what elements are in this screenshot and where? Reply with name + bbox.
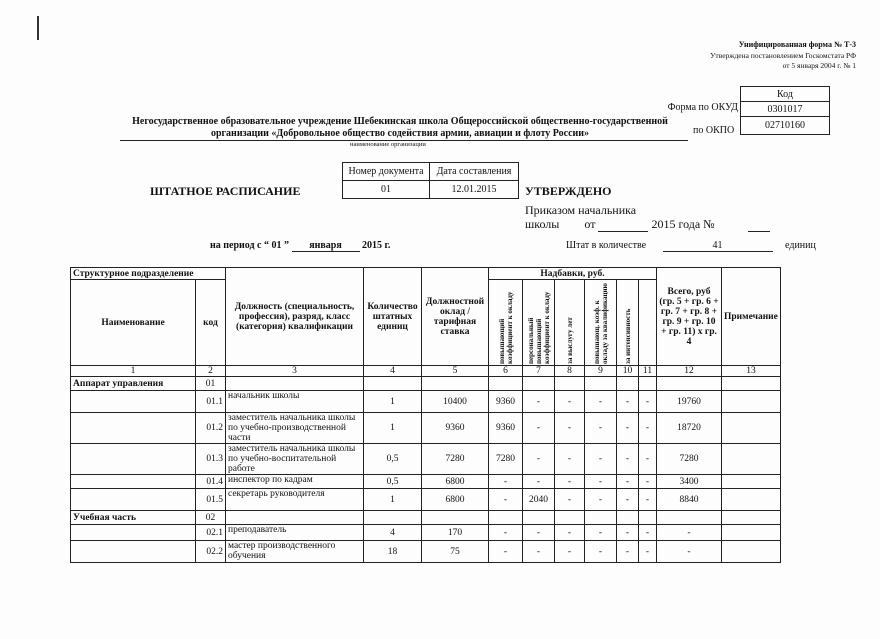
row-total: 8840 <box>657 489 722 511</box>
row-note <box>722 541 781 563</box>
row-bonus-6: - <box>639 525 657 541</box>
row-position: мастер производственного обучения <box>226 541 364 563</box>
row-position: инспектор по кадрам <box>226 475 364 489</box>
header-note: Примечание <box>722 268 781 366</box>
staff-label: Штат в количестве <box>566 240 647 251</box>
name-cell <box>71 413 196 444</box>
order-reference <box>525 203 770 232</box>
row-bonus-2: - <box>523 541 555 563</box>
row-position: заместитель начальника школы по учебно-производственной части <box>226 413 364 444</box>
row-total: 19760 <box>657 391 722 413</box>
header-salary: Должностной оклад /тарифная ставка <box>422 268 489 366</box>
doc-date-header: Дата составления <box>430 163 519 181</box>
column-number: 1 <box>71 366 196 377</box>
row-bonus-3: - <box>555 391 585 413</box>
row-code: 01.1 <box>196 391 226 413</box>
order-from: от <box>584 217 596 231</box>
row-count: 1 <box>364 391 422 413</box>
header-bonus-3: за выслугу лет <box>565 316 574 364</box>
doc-number-header: Номер документа <box>343 163 430 181</box>
row-bonus-3: - <box>555 541 585 563</box>
name-cell <box>71 444 196 475</box>
row-bonus-4: - <box>585 525 617 541</box>
row-count: 0,5 <box>364 475 422 489</box>
table-row <box>71 525 781 541</box>
row-note <box>722 489 781 511</box>
doc-number: 01 <box>343 181 430 199</box>
row-code: 01.3 <box>196 444 226 475</box>
form-approval-note <box>710 51 856 71</box>
approved-stamp: УТВЕРЖДЕНО <box>525 184 612 198</box>
period-prefix: на период с “ <box>210 240 269 251</box>
row-position: заместитель начальника школы по учебно-воспитательной работе <box>226 444 364 475</box>
table-row <box>71 444 781 475</box>
table-row <box>71 541 781 563</box>
row-note <box>722 391 781 413</box>
section-code: 02 <box>196 511 226 525</box>
row-code: 01.2 <box>196 413 226 444</box>
name-cell <box>71 525 196 541</box>
organization-name <box>120 116 680 140</box>
row-bonus-4: - <box>585 391 617 413</box>
header-bonus-1: повышающий коэффициент к окладу <box>497 291 514 364</box>
row-bonus-1: - <box>489 525 523 541</box>
column-number: 11 <box>639 366 657 377</box>
section-row <box>71 377 781 391</box>
row-bonus-2: - <box>523 444 555 475</box>
row-position: начальник школы <box>226 391 364 413</box>
doc-date: 12.01.2015 <box>430 181 519 199</box>
row-position: преподаватель <box>226 525 364 541</box>
row-bonus-4: - <box>585 413 617 444</box>
column-number: 9 <box>585 366 617 377</box>
codes-table <box>740 86 830 135</box>
row-bonus-1: 9360 <box>489 413 523 444</box>
staff-count-line <box>566 240 816 252</box>
order-line-2 <box>525 217 770 232</box>
row-bonus-4: - <box>585 444 617 475</box>
section-2-rows <box>71 525 781 563</box>
column-number: 7 <box>523 366 555 377</box>
row-salary: 6800 <box>422 489 489 511</box>
row-note <box>722 525 781 541</box>
row-bonus-6: - <box>639 391 657 413</box>
period-year: 2015 г. <box>362 240 391 251</box>
column-numbers-row <box>71 366 781 377</box>
period-mid: ” <box>284 240 289 251</box>
row-code: 01.5 <box>196 489 226 511</box>
row-salary: 6800 <box>422 475 489 489</box>
row-total: - <box>657 541 722 563</box>
row-bonus-5: - <box>617 489 639 511</box>
org-line-1: Негосударственное образовательное учреждение Шебекинская школа Общероссийской общественно-государственной <box>132 116 668 127</box>
header-struct: Структурное подразделение <box>71 268 226 280</box>
name-cell <box>71 475 196 489</box>
header-bonus-5: за интенсивность <box>623 308 632 364</box>
row-salary: 10400 <box>422 391 489 413</box>
row-bonus-4: - <box>585 475 617 489</box>
row-bonus-6: - <box>639 475 657 489</box>
column-number: 8 <box>555 366 585 377</box>
row-total: 7280 <box>657 444 722 475</box>
row-code: 01.4 <box>196 475 226 489</box>
row-bonus-5: - <box>617 541 639 563</box>
column-number: 5 <box>422 366 489 377</box>
row-bonus-5: - <box>617 391 639 413</box>
period-line <box>210 240 390 252</box>
row-bonus-2: - <box>523 391 555 413</box>
table-row <box>71 413 781 444</box>
header-bonus-4: повышающ. коэф. к окладу за квалификацию <box>592 282 609 364</box>
header-bonus: Надбавки, руб. <box>489 268 657 280</box>
row-position: секретарь руководителя <box>226 489 364 511</box>
row-count: 18 <box>364 541 422 563</box>
staff-count: 41 <box>663 240 773 252</box>
staff-schedule-table <box>70 267 781 563</box>
approval-line-1: Утверждена постановлением Госкомстата РФ <box>710 51 856 60</box>
row-bonus-3: - <box>555 475 585 489</box>
header-code: код <box>196 280 226 366</box>
row-bonus-5: - <box>617 475 639 489</box>
row-salary: 75 <box>422 541 489 563</box>
table-row <box>71 489 781 511</box>
row-bonus-3: - <box>555 444 585 475</box>
okud-code: 0301017 <box>741 102 830 117</box>
row-note <box>722 475 781 489</box>
section-code: 01 <box>196 377 226 391</box>
section-1-rows <box>71 391 781 511</box>
section-row <box>71 511 781 525</box>
order-date-blank <box>598 217 648 232</box>
row-bonus-6: - <box>639 413 657 444</box>
row-bonus-3: - <box>555 525 585 541</box>
header-count: Количество штатных единиц <box>364 268 422 366</box>
row-note <box>722 444 781 475</box>
okpo-label: по ОКПО <box>693 125 735 136</box>
column-number: 12 <box>657 366 722 377</box>
order-school: школы <box>525 217 560 231</box>
okpo-code: 02710160 <box>741 117 830 135</box>
row-count: 0,5 <box>364 444 422 475</box>
header-position: Должность (специальность, профессия), разряд, класс (категория) квалификации <box>226 268 364 366</box>
row-note <box>722 413 781 444</box>
name-cell <box>71 489 196 511</box>
column-number: 6 <box>489 366 523 377</box>
column-number: 4 <box>364 366 422 377</box>
order-line-1: Приказом начальника <box>525 203 637 217</box>
row-code: 02.2 <box>196 541 226 563</box>
row-total: 3400 <box>657 475 722 489</box>
row-bonus-6: - <box>639 489 657 511</box>
row-code: 02.1 <box>196 525 226 541</box>
section-name: Аппарат управления <box>71 377 196 391</box>
order-year: 2015 года № <box>651 217 715 231</box>
row-bonus-1: - <box>489 475 523 489</box>
period-month: января <box>292 240 360 252</box>
row-count: 1 <box>364 413 422 444</box>
name-cell <box>71 391 196 413</box>
header-bonus-2: персональный повышающий коэффициент к окладу <box>526 291 551 364</box>
row-bonus-3: - <box>555 413 585 444</box>
staff-unit: единиц <box>785 240 816 251</box>
row-bonus-6: - <box>639 541 657 563</box>
row-salary: 170 <box>422 525 489 541</box>
table-row <box>71 391 781 413</box>
org-line-2: организации «Добровольное общество содействия армии, авиации и флоту России» <box>210 128 590 139</box>
order-number-blank <box>748 217 770 232</box>
okud-label: Форма по ОКУД <box>667 102 738 113</box>
row-bonus-5: - <box>617 525 639 541</box>
pen-mark <box>37 16 39 40</box>
form-unified-label: Унифицированная форма № Т-3 <box>738 40 856 49</box>
table-row <box>71 475 781 489</box>
code-header: Код <box>741 87 830 102</box>
row-total: - <box>657 525 722 541</box>
row-salary: 7280 <box>422 444 489 475</box>
row-bonus-1: 7280 <box>489 444 523 475</box>
row-count: 4 <box>364 525 422 541</box>
row-bonus-2: - <box>523 525 555 541</box>
section-name: Учебная часть <box>71 511 196 525</box>
row-bonus-2: - <box>523 413 555 444</box>
row-bonus-2: - <box>523 475 555 489</box>
row-bonus-4: - <box>585 541 617 563</box>
period-day: 01 <box>271 240 282 251</box>
header-name: Наименование <box>71 280 196 366</box>
row-bonus-1: - <box>489 489 523 511</box>
name-cell <box>71 541 196 563</box>
approval-line-2: от 5 января 2004 г. № 1 <box>782 61 856 70</box>
document-title: ШТАТНОЕ РАСПИСАНИЕ <box>150 184 301 198</box>
row-bonus-2: 2040 <box>523 489 555 511</box>
document-table <box>342 162 519 199</box>
row-bonus-3: - <box>555 489 585 511</box>
org-caption: наименование организации <box>350 141 426 148</box>
column-number: 2 <box>196 366 226 377</box>
row-bonus-6: - <box>639 444 657 475</box>
column-number: 10 <box>617 366 639 377</box>
row-bonus-1: 9360 <box>489 391 523 413</box>
header-total: Всего, руб (гр. 5 + гр. 6 + гр. 7 + гр. 8 + гр. 9 + гр. 10 + гр. 11) х гр. 4 <box>657 268 722 366</box>
row-bonus-5: - <box>617 413 639 444</box>
row-count: 1 <box>364 489 422 511</box>
row-bonus-1: - <box>489 541 523 563</box>
row-bonus-5: - <box>617 444 639 475</box>
row-bonus-4: - <box>585 489 617 511</box>
row-salary: 9360 <box>422 413 489 444</box>
column-number: 3 <box>226 366 364 377</box>
column-number: 13 <box>722 366 781 377</box>
row-total: 18720 <box>657 413 722 444</box>
